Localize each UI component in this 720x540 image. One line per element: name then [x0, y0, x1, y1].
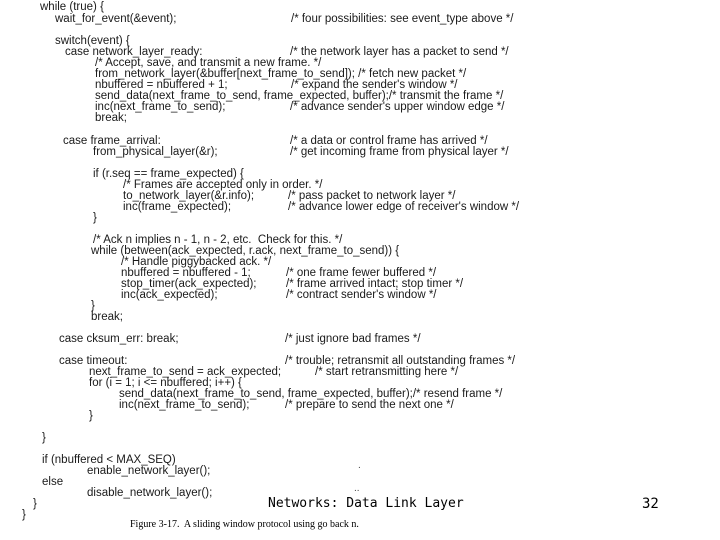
- code-line: case timeout:: [59, 355, 128, 367]
- code-comment: /* start retransmitting here */: [315, 366, 459, 378]
- code-line: if (r.seq == frame_expected) {: [93, 168, 244, 180]
- scan-speck: ..: [354, 483, 360, 494]
- code-line: }: [33, 498, 37, 510]
- code-line: nbuffered = nbuffered - 1;: [121, 267, 251, 279]
- code-comment: /* Ack n implies n - 1, n - 2, etc. Check for this. */: [93, 234, 343, 246]
- code-line: case network_layer_ready:: [65, 46, 203, 58]
- code-line: }: [42, 432, 46, 444]
- code-line: enable_network_layer();: [87, 465, 211, 477]
- code-comment: /* get incoming frame from physical layer */: [290, 146, 509, 158]
- code-line: inc(ack_expected);: [121, 289, 218, 301]
- code-comment: /* advance sender's upper window edge */: [290, 101, 505, 113]
- code-comment: /* pass packet to network layer */: [288, 190, 456, 202]
- code-line: wait_for_event(&event);: [55, 13, 177, 25]
- slide-page-number: 32: [642, 496, 659, 512]
- code-line: }: [93, 212, 97, 224]
- code-comment: /* one frame fewer buffered */: [286, 267, 437, 279]
- code-line: stop_timer(ack_expected);: [121, 278, 257, 290]
- code-line: break;: [95, 112, 127, 124]
- code-comment: /* trouble; retransmit all outstanding frames */: [285, 355, 516, 367]
- code-line: }: [22, 509, 26, 521]
- code-line: }: [91, 300, 95, 312]
- code-comment: /* advance lower edge of receiver's window */: [288, 201, 520, 213]
- code-comment: /* four possibilities: see event_type above */: [291, 13, 514, 25]
- code-comment: /* Frames are accepted only in order. */: [123, 179, 323, 191]
- code-line: case frame_arrival:: [63, 135, 161, 147]
- code-comment: /* prepare to send the next one */: [285, 399, 454, 411]
- code-line: inc(frame_expected);: [123, 201, 232, 213]
- code-comment: /* Accept, save, and transmit a new frame. */: [95, 57, 322, 69]
- code-line: else: [42, 476, 64, 488]
- code-comment: /* the network layer has a packet to send */: [290, 46, 509, 58]
- code-comment: /* Handle piggybacked ack. */: [121, 256, 272, 268]
- code-line: from_network_layer(&buffer[next_frame_to_send]); /* fetch new packet */: [95, 68, 467, 80]
- code-line: while (true) {: [40, 1, 104, 13]
- scan-speck: .: [358, 460, 361, 471]
- code-line: for (i = 1; i <= nbuffered; i++) {: [89, 377, 242, 389]
- code-line: next_frame_to_send = ack_expected;: [89, 366, 282, 378]
- code-line: from_physical_layer(&r);: [93, 146, 218, 158]
- code-comment: /* expand the sender's window */: [291, 79, 458, 91]
- code-line: send_data(next_frame_to_send, frame_expected, buffer);/* resend frame */: [119, 388, 503, 400]
- code-comment: /* just ignore bad frames */: [285, 333, 421, 345]
- code-line: nbuffered = nbuffered + 1;: [95, 79, 228, 91]
- code-line: if (nbuffered < MAX_SEQ): [42, 454, 176, 466]
- slide-footer-title: Networks: Data Link Layer: [268, 496, 464, 511]
- code-comment: /* frame arrived intact; stop timer */: [286, 278, 464, 290]
- code-comment: /* contract sender's window */: [286, 289, 437, 301]
- code-line: to_network_layer(&r.info);: [123, 190, 255, 202]
- code-line: inc(next_frame_to_send);: [119, 399, 250, 411]
- code-line: disable_network_layer();: [87, 487, 213, 499]
- figure-caption: Figure 3-17. A sliding window protocol using go back n.: [130, 519, 359, 530]
- code-line: switch(event) {: [55, 35, 130, 47]
- code-line: break;: [91, 311, 123, 323]
- code-line: while (between(ack_expected, r.ack, next_frame_to_send)) {: [91, 245, 400, 257]
- code-line: case cksum_err: break;: [59, 333, 179, 345]
- code-comment: /* a data or control frame has arrived */: [290, 135, 488, 147]
- code-line: send_data(next_frame_to_send, frame_expected, buffer);/* transmit the frame */: [95, 90, 504, 102]
- code-line: }: [89, 410, 93, 422]
- code-line: inc(next_frame_to_send);: [95, 101, 226, 113]
